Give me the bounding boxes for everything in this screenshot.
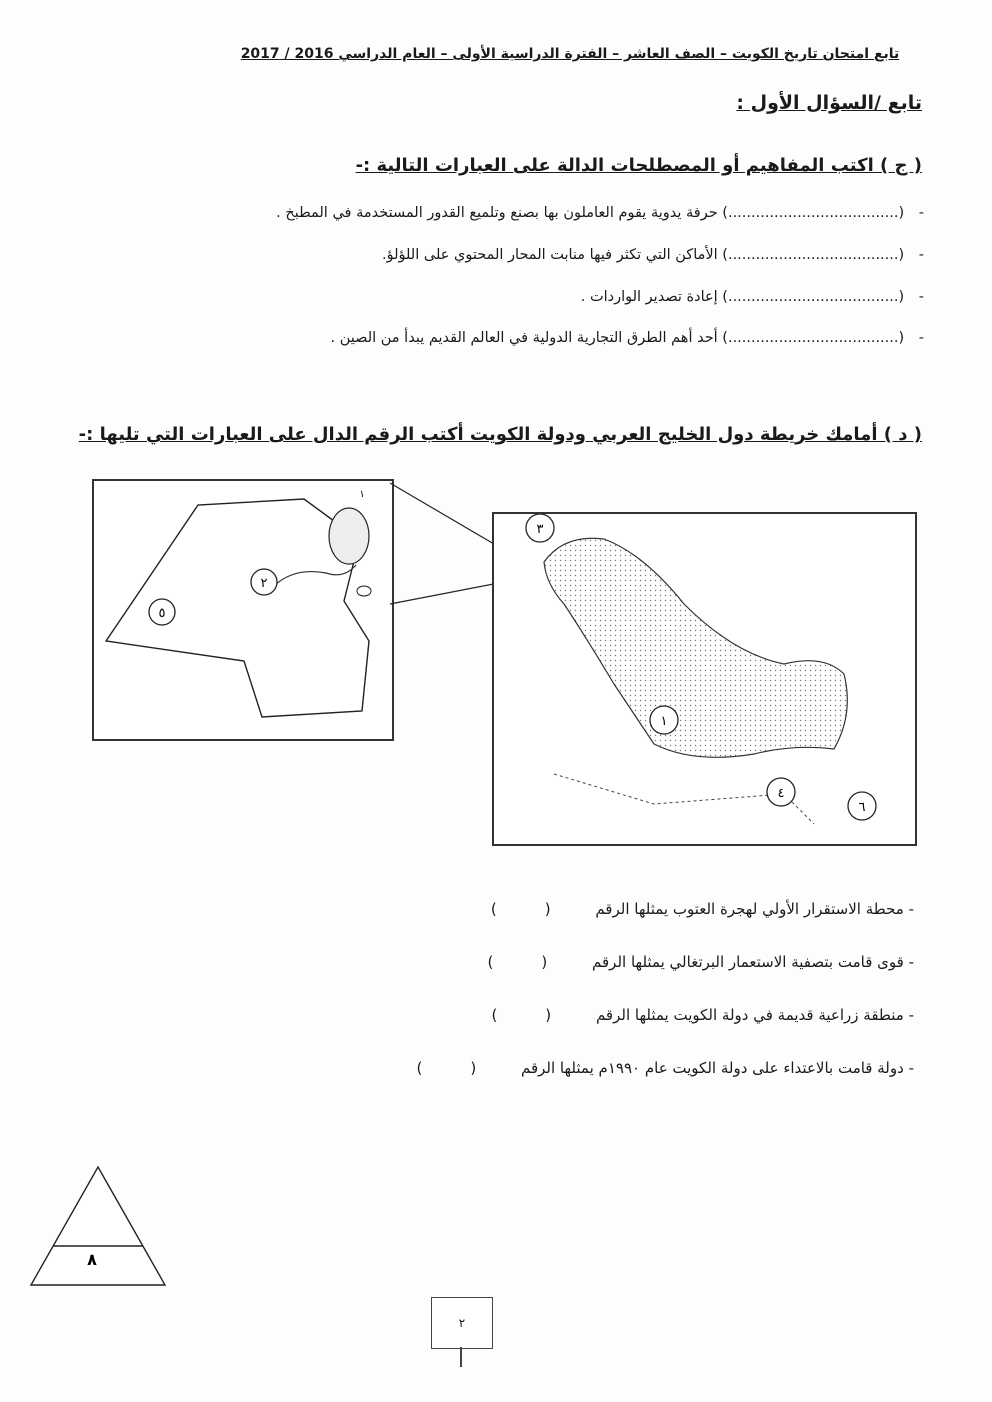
item-text: حرفة يدوية يقوم العاملون بها بصنع وتلميع القدور المستخدمة في المطبخ . — [276, 205, 718, 221]
item-dash: - — [908, 953, 914, 971]
answer-parens[interactable] — [417, 1059, 479, 1077]
paren-close: ) — [490, 900, 499, 918]
map-label-3: ٣ — [536, 522, 544, 537]
map-question — [488, 953, 914, 971]
item-text: أحد أهم الطرق التجارية الدولية في العالم القديم يبدأ من الصين . — [330, 330, 718, 346]
answer-blank[interactable]: (.....................................) — [722, 205, 905, 221]
gulf-map-drawing — [494, 514, 915, 844]
answer-parens[interactable] — [491, 1006, 553, 1024]
bubiyan-island — [329, 508, 369, 564]
term-item — [331, 330, 925, 346]
answer-blank[interactable]: (.....................................) — [722, 289, 905, 305]
item-text: الأماكن التي تكثر فيها منابت المحار المحتوي على اللؤلؤ. — [382, 247, 718, 263]
grade-triangle — [28, 1164, 168, 1288]
grade-value: ٨ — [87, 1250, 97, 1269]
paren-open: ( — [545, 1006, 554, 1024]
answer-blank[interactable]: (.....................................) — [722, 330, 905, 346]
item-text: دولة قامت بالاعتداء على دولة الكويت عام ١٩٩٠م يمثلها الرقم — [521, 1059, 904, 1077]
item-dash: - — [918, 330, 924, 346]
failaka-island — [357, 586, 371, 596]
page-number: ٢ — [431, 1297, 493, 1349]
item-dash: - — [908, 1059, 914, 1077]
gulf-map — [492, 512, 917, 846]
map-question — [417, 1059, 915, 1077]
answer-parens[interactable] — [488, 953, 550, 971]
section-c-heading: ( ج ) اكتب المفاهيم أو المصطلحات الدالة على العبارات التالية :- — [355, 155, 922, 176]
answer-blank[interactable]: (.....................................) — [722, 247, 905, 263]
paren-close: ) — [487, 953, 496, 971]
map-label-4: ٤ — [777, 786, 785, 801]
item-text: قوى قامت بتصفية الاستعمار البرتغالي يمثلها الرقم — [592, 953, 904, 971]
kuwait-map — [92, 479, 394, 741]
section-d-heading: ( د ) أمامك خريطة دول الخليج العربي ودولة الكويت أكتب الرقم الدال على العبارات التي تليها :- — [78, 424, 922, 445]
term-item — [382, 247, 924, 263]
item-text: إعادة تصدير الواردات . — [580, 289, 718, 305]
paren-close: ) — [491, 1006, 500, 1024]
page-tick — [460, 1347, 462, 1367]
kuwait-map-drawing — [94, 481, 392, 739]
item-dash: - — [918, 205, 924, 221]
term-item — [276, 205, 924, 221]
item-dash: - — [918, 247, 924, 263]
map-label-5: ٥ — [158, 606, 166, 621]
map-label-1-gulf: ١ — [660, 714, 668, 729]
paren-open: ( — [541, 953, 550, 971]
exam-header: تابع امتحان تاريخ الكويت – الصف العاشر – الفترة الدراسية الأولى – العام الدراسي 2016 / 2017 — [240, 46, 900, 62]
paren-open: ( — [470, 1059, 479, 1077]
item-dash: - — [908, 900, 914, 918]
persian-gulf-water — [544, 538, 847, 757]
triangle-outline — [31, 1167, 165, 1285]
map-question — [491, 900, 914, 918]
map-label-2: ٢ — [260, 576, 268, 591]
map-question — [491, 1006, 914, 1024]
term-item — [581, 289, 924, 305]
question-title: تابع /السؤال الأول : — [736, 92, 922, 114]
answer-parens[interactable] — [491, 900, 553, 918]
item-dash: - — [918, 289, 924, 305]
item-dash: - — [908, 1006, 914, 1024]
item-text: منطقة زراعية قديمة في دولة الكويت يمثلها الرقم — [595, 1006, 904, 1024]
paren-open: ( — [544, 900, 553, 918]
item-text: محطة الاستقرار الأولي لهجرة العتوب يمثلها الرقم — [595, 900, 904, 918]
kuwait-bay — [274, 565, 356, 586]
paren-close: ) — [416, 1059, 425, 1077]
map-label-6: ٦ — [858, 800, 866, 815]
map-label-1: ١ — [359, 489, 365, 500]
